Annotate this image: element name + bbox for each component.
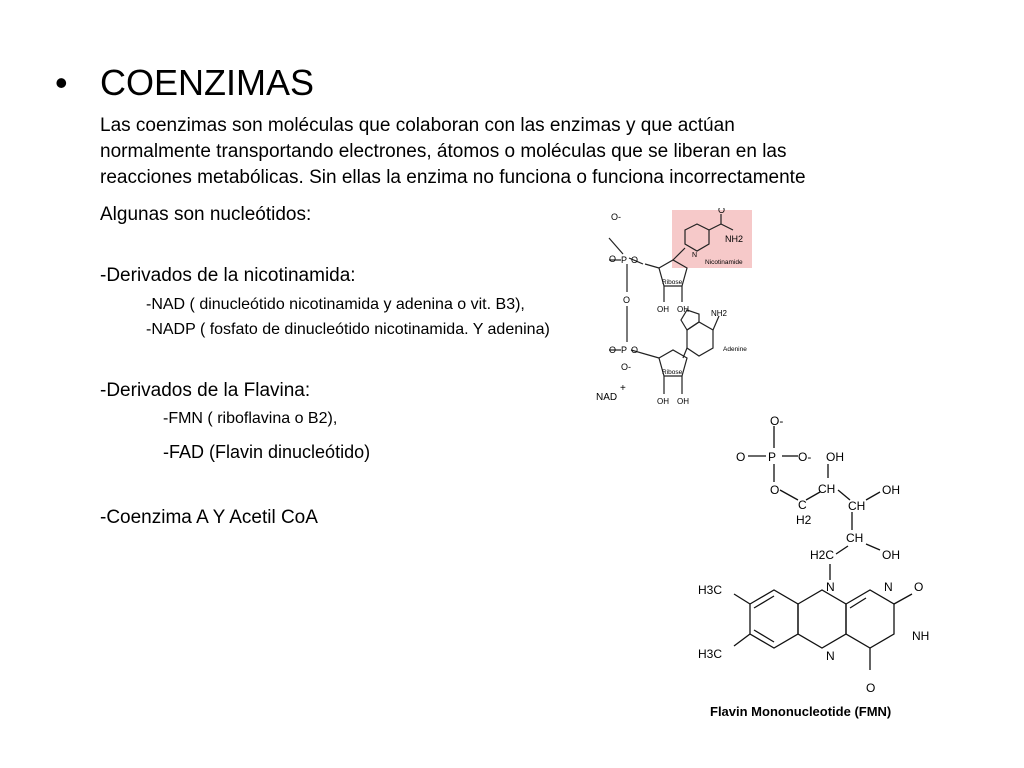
ribose-label-bottom: Ribose bbox=[662, 369, 683, 376]
fmn-n-5: N bbox=[826, 649, 835, 663]
fmn-c: C bbox=[798, 498, 807, 512]
nad-n-plus: N bbox=[692, 252, 698, 259]
fmn-o-minus-right: O- bbox=[798, 450, 812, 464]
fmn-n-1: N bbox=[884, 580, 893, 594]
nicotinamide-label: Nicotinamide bbox=[705, 259, 743, 266]
fmn-caption: Flavin Mononucleotide (FMN) bbox=[710, 704, 892, 719]
fmn-o-4: O bbox=[866, 681, 876, 695]
slide-title: COENZIMAS bbox=[100, 62, 315, 103]
fmn-oh-1: OH bbox=[826, 450, 844, 464]
fmn-ch-1: CH bbox=[818, 482, 836, 496]
fmn-ch-2: CH bbox=[848, 499, 866, 513]
nad-oh-3: OH bbox=[657, 397, 669, 406]
nad-o-right-1: O bbox=[631, 255, 639, 265]
fmn-o-bottom: O bbox=[770, 483, 780, 497]
intro-paragraph bbox=[100, 113, 970, 191]
fmn-p: P bbox=[768, 450, 777, 464]
coa-item: -Coenzima A Y Acetil CoA bbox=[100, 507, 318, 528]
nicotinamide-heading: -Derivados de la nicotinamida: bbox=[100, 265, 356, 286]
nad-nh2-adenine: NH2 bbox=[711, 309, 728, 318]
nad-label: NAD bbox=[596, 392, 618, 403]
fmn-structure-figure bbox=[690, 408, 960, 728]
fmn-nh: NH bbox=[912, 629, 930, 643]
flavin-heading: -Derivados de la Flavina: bbox=[100, 380, 311, 401]
paragraph-line-2: normalmente transportando electrones, átomos o moléculas que se liberan en las bbox=[100, 141, 787, 162]
nad-charge: + bbox=[620, 383, 626, 394]
nad-p-1: P bbox=[621, 255, 628, 265]
fmn-oh-3: OH bbox=[882, 548, 900, 562]
nadp-item: -NADP ( fosfato de dinucleótido nicotinamida. Y adenina) bbox=[146, 321, 550, 338]
fmn-ch-3: CH bbox=[846, 531, 864, 545]
nucleotides-intro: Algunas son nucleótidos: bbox=[100, 204, 312, 225]
paragraph-line-3: reacciones metabólicas. Sin ellas la enzima no funciona o funciona incorrectamente bbox=[100, 167, 806, 188]
bullet-marker: • bbox=[55, 62, 68, 103]
fmn-h2: H2 bbox=[796, 513, 812, 527]
fmn-h3c-2: H3C bbox=[698, 647, 723, 661]
fmn-n-10: N bbox=[826, 580, 835, 594]
fmn-h2c: H2C bbox=[810, 548, 835, 562]
nad-p-2: P bbox=[621, 345, 628, 355]
ribose-label-top: Ribose bbox=[662, 279, 683, 286]
nad-o-right-2: O bbox=[631, 345, 639, 355]
nad-oh-2: OH bbox=[677, 305, 689, 314]
nad-o-amide: O bbox=[718, 208, 726, 215]
nad-o-minus-top: O- bbox=[611, 212, 621, 222]
fad-item: -FAD (Flavin dinucleótido) bbox=[163, 442, 371, 462]
nad-oh-4: OH bbox=[677, 397, 689, 406]
fmn-oh-2: OH bbox=[882, 483, 900, 497]
nad-oh-1: OH bbox=[657, 305, 669, 314]
fmn-item: -FMN ( riboflavina o B2), bbox=[163, 410, 338, 427]
nad-structure-figure bbox=[587, 208, 759, 408]
fmn-o-left: O bbox=[736, 450, 746, 464]
nad-o-minus-bottom: O- bbox=[621, 362, 631, 372]
paragraph-line-1: Las coenzimas son moléculas que colaboran con las enzimas y que actúan bbox=[100, 115, 735, 136]
nad-item: -NAD ( dinucleótido nicotinamida y adenina o vit. B3), bbox=[146, 296, 525, 313]
nad-o-left-2: O bbox=[609, 345, 617, 355]
fmn-h3c-1: H3C bbox=[698, 583, 723, 597]
fmn-o-2: O bbox=[914, 580, 924, 594]
nad-o-bridge: O bbox=[623, 295, 631, 305]
nad-nh2-amide: NH2 bbox=[725, 234, 744, 244]
adenine-label: Adenine bbox=[723, 346, 747, 353]
nad-o-left-1: O bbox=[609, 254, 617, 264]
fmn-o-minus-top: O- bbox=[770, 414, 784, 428]
